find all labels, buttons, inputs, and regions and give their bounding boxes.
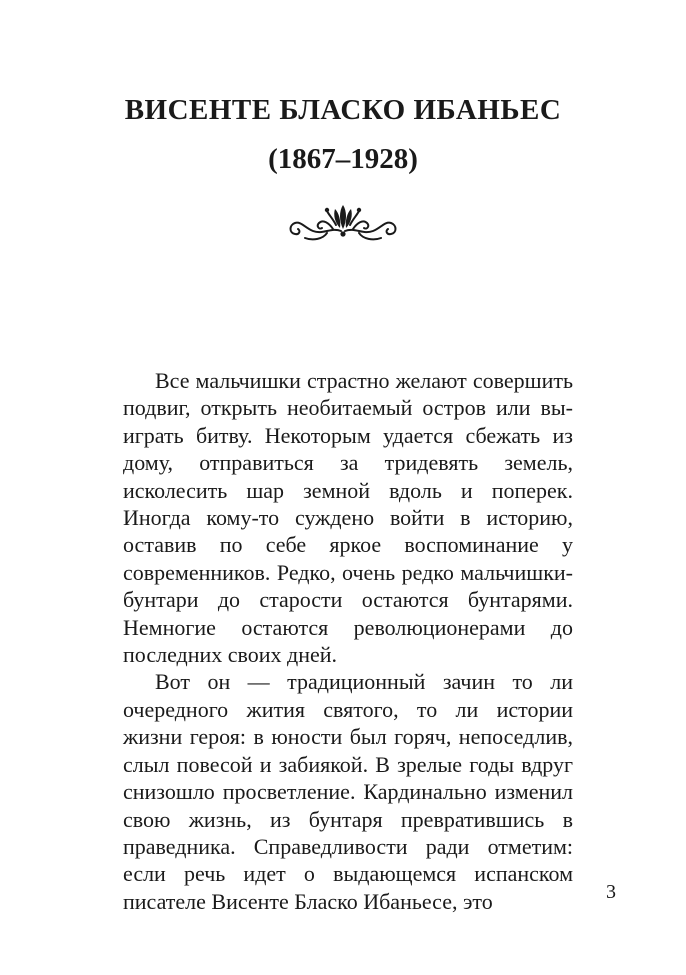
page-number: 3 — [606, 881, 616, 903]
flourish-ornament-icon — [283, 201, 403, 243]
paragraph: Вот он — традиционный зачин то ли очередного жития святого, то ли истории жизни героя: в юности был горяч, непоседлив, слыл повесой и забиякой. В зрелые годы вдруг снизошло просветление. Кардинально изменил свою жизнь, из бунтаря превратившись в праведника. Справедливости ради отметим: если речь идет о выдающемся испанском писателе Висенте Бласко Ибаньесе, это — [123, 669, 573, 914]
paragraph: Все мальчишки страстно желают совершить подвиг, открыть необитаемый остров или выиграть битву. Некоторым удается сбежать из дому, отправиться за тридевять земель, исколесить шар земной вдоль и поперек. Иногда кому-то суждено войти в историю, оставив по себе яркое воспоминание у современников. Редко, очень редко мальчишки-бунтари до старости остаются бунтарями. Немногие остаются революционерами до последних своих дней. — [123, 368, 573, 668]
author-life-years: (1867–1928) — [268, 143, 418, 175]
author-name: ВИСЕНТЕ БЛАСКО ИБАНЬЕС — [124, 94, 562, 126]
body-text — [123, 367, 573, 915]
